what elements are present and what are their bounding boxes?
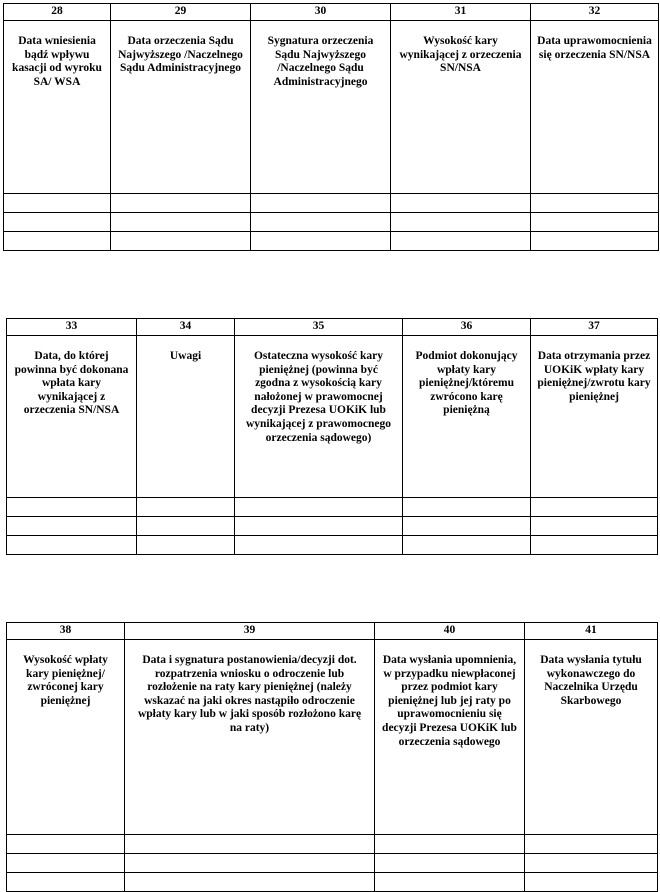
empty-cell[interactable] [531,498,658,517]
empty-cell[interactable] [403,536,531,555]
empty-cell[interactable] [403,517,531,536]
column-number: 41 [525,623,658,640]
empty-cell[interactable] [235,498,403,517]
column-header: Data, do której powinna być dokonana wpłata kary wynikającej z orzeczenia SN/NSA [7,336,137,498]
table-row [7,873,658,892]
empty-cell[interactable] [125,835,375,854]
empty-cell[interactable] [7,873,125,892]
empty-cell[interactable] [531,517,658,536]
empty-cell[interactable] [7,854,125,873]
empty-cell[interactable] [125,854,375,873]
column-header-row [7,640,658,835]
table-row [7,517,658,536]
empty-cell[interactable] [375,873,525,892]
column-number: 32 [531,4,659,21]
column-header: Sygnatura orzeczenia Sądu Najwyższego /Naczelnego Sądu Administracyjnego [251,21,391,194]
table-row [7,536,658,555]
empty-cell[interactable] [235,536,403,555]
column-header-row [7,336,658,498]
column-header-row [4,21,659,194]
empty-cell[interactable] [251,232,391,251]
empty-cell[interactable] [251,213,391,232]
column-header: Wysokość kary wynikającej z orzeczenia SN/NSA [391,21,531,194]
column-number: 33 [7,319,137,336]
empty-cell[interactable] [525,873,658,892]
empty-cell[interactable] [525,835,658,854]
column-header: Data uprawomocnienia się orzeczenia SN/NSA [531,21,659,194]
empty-cell[interactable] [137,517,235,536]
table-columns-33-37 [6,318,658,555]
empty-cell[interactable] [391,213,531,232]
column-header: Ostateczna wysokość kary pieniężnej (powinna być zgodna z wysokością kary nałożonej w prawomocnej decyzji Prezesa UOKiK lub wynikającej z prawomocnego orzeczenia sądowego) [235,336,403,498]
column-number: 37 [531,319,658,336]
empty-cell[interactable] [7,536,137,555]
table-row [7,498,658,517]
empty-cell[interactable] [111,194,251,213]
column-header: Podmiot dokonujący wpłaty kary pieniężnej/któremu zwrócono karę pieniężną [403,336,531,498]
empty-cell[interactable] [137,536,235,555]
table-row [4,194,659,213]
empty-cell[interactable] [391,194,531,213]
empty-cell[interactable] [7,498,137,517]
column-number: 39 [125,623,375,640]
empty-cell[interactable] [375,854,525,873]
empty-cell[interactable] [111,213,251,232]
column-number: 40 [375,623,525,640]
table-row [7,854,658,873]
table-columns-38-41 [6,622,658,892]
column-number: 36 [403,319,531,336]
empty-cell[interactable] [531,194,659,213]
column-header: Data wniesienia bądź wpływu kasacji od wyroku SA/ WSA [4,21,111,194]
column-number: 28 [4,4,111,21]
column-header: Data otrzymania przez UOKiK wpłaty kary pieniężnej/zwrotu kary pieniężnej [531,336,658,498]
column-number: 34 [137,319,235,336]
column-number: 38 [7,623,125,640]
empty-cell[interactable] [531,213,659,232]
column-header: Data wysłania upomnienia, w przypadku niewpłaconej przez podmiot kary pieniężnej lub jej raty po uprawomocnieniu się decyzji Prezesa UOKiK lub orzeczenia sądowego [375,640,525,835]
column-number: 30 [251,4,391,21]
empty-cell[interactable] [531,232,659,251]
table-row [7,835,658,854]
empty-cell[interactable] [235,517,403,536]
column-number: 31 [391,4,531,21]
empty-cell[interactable] [375,835,525,854]
empty-cell[interactable] [4,213,111,232]
empty-cell[interactable] [525,854,658,873]
column-header: Wysokość wpłaty kary pieniężnej/ zwróconej kary pieniężnej [7,640,125,835]
empty-cell[interactable] [111,232,251,251]
empty-cell[interactable] [531,536,658,555]
table-row [4,213,659,232]
empty-cell[interactable] [137,498,235,517]
column-number-row [4,4,659,21]
column-header: Data orzeczenia Sądu Najwyższego /Naczelnego Sądu Administracyjnego [111,21,251,194]
table-columns-28-32 [3,3,659,251]
empty-cell[interactable] [4,232,111,251]
column-number-row [7,623,658,640]
empty-cell[interactable] [4,194,111,213]
empty-cell[interactable] [7,835,125,854]
column-number: 29 [111,4,251,21]
empty-cell[interactable] [403,498,531,517]
column-header: Uwagi [137,336,235,498]
column-header: Data wysłania tytułu wykonawczego do Naczelnika Urzędu Skarbowego [525,640,658,835]
empty-cell[interactable] [251,194,391,213]
column-number-row [7,319,658,336]
column-number: 35 [235,319,403,336]
empty-cell[interactable] [7,517,137,536]
table-row [4,232,659,251]
empty-cell[interactable] [125,873,375,892]
column-header: Data i sygnatura postanowienia/decyzji dot. rozpatrzenia wniosku o odroczenie lub rozłożenie na raty kary pieniężnej (należy wskazać na jaki okres nastąpiło odroczenie wpłaty kary lub w jaki sposób rozłożono karę na raty) [125,640,375,835]
empty-cell[interactable] [391,232,531,251]
